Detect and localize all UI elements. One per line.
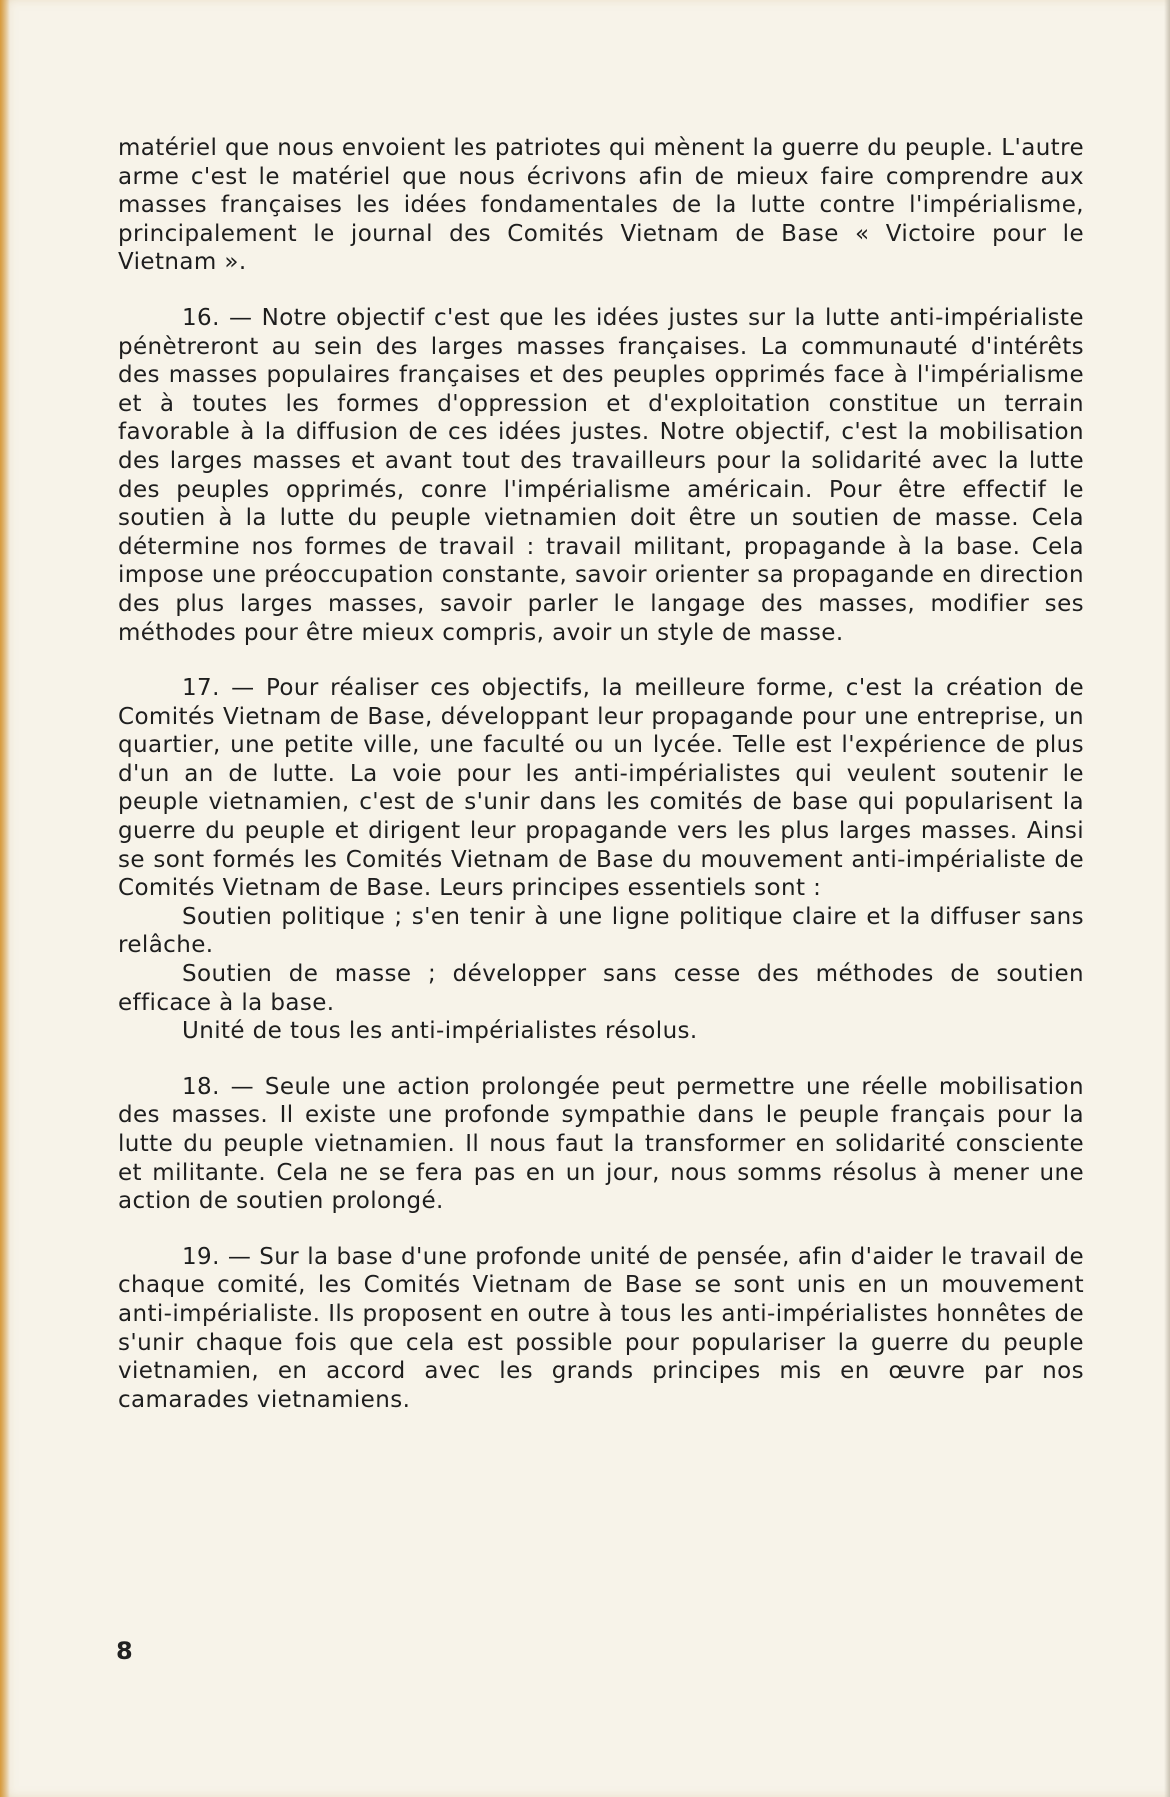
- paragraph-16: 16. — Notre objectif c'est que les idées justes sur la lutte anti-impérialiste pénètreront au sein des larges masses françaises. La communauté d'intérêts des masses populaires françaises et des peuples opprimés face à l'impérialisme et à toutes les formes d'oppression et d'exploitation constitue un terrain favorable à la diffusion de ces idées justes. Notre objectif, c'est la mobilisation des larges masses et avant tout des travailleurs pour la solidarité avec la lutte des peuples opprimés, conre l'impérialisme américain. Pour être effectif le soutien à la lutte du peuple vietnamien doit être un soutien de masse. Cela détermine nos formes de travail : travail militant, propagande à la base. Cela impose une préoccupation constante, savoir orienter sa propagande en direction des plus larges masses, savoir parler le langage des masses, modifier ses méthodes pour être mieux compris, avoir un style de masse.: [118, 304, 1084, 646]
- principle-item: Soutien politique ; s'en tenir à une ligne politique claire et la diffuser sans relâche.: [118, 903, 1084, 959]
- paragraph-17: 17. — Pour réaliser ces objectifs, la meilleure forme, c'est la création de Comités Vietnam de Base, développant leur propagande pour une entreprise, un quartier, une petite ville, une faculté ou un lycée. Telle est l'expérience de plus d'un an de lutte. La voie pour les anti-impérialistes qui veulent soutenir le peuple vietnamien, c'est de s'unir dans les comités de base qui popularisent la guerre du peuple et dirigent leur propagande vers les plus larges masses. Ainsi se sont formés les Comités Vietnam de Base du mouvement anti-impérialiste de Comités Vietnam de Base. Leurs principes essentiels sont :: [118, 675, 1084, 902]
- paragraph-18: 18. — Seule une action prolongée peut permettre une réelle mobilisation des masses. Il existe une profonde sympathie dans le peuple français pour la lutte du peuple vietnamien. Il nous faut la transformer en solidarité consciente et militante. Cela ne se fera pas en un jour, nous somms résolus à mener une action de soutien prolongé.: [118, 1073, 1084, 1215]
- document-body: [118, 134, 1084, 1441]
- paragraph-19: 19. — Sur la base d'une profonde unité de pensée, afin d'aider le travail de chaque comité, les Comités Vietnam de Base se sont unis en un mouvement anti-impérialiste. Ils proposent en outre à tous les anti-impérialistes honnêtes de s'unir chaque fois que cela est possible pour populariser la guerre du peuple vietnamien, en accord avec les grands principes mis en œuvre par nos camarades vietnamiens.: [118, 1243, 1084, 1413]
- principle-item: Soutien de masse ; développer sans cesse des méthodes de soutien efficace à la base.: [118, 961, 1084, 1016]
- page-edge-stain: [0, 0, 10, 1797]
- page-edge-shadow: [1164, 0, 1170, 1797]
- principles-list: [118, 903, 1084, 1046]
- principle-item: Unité de tous les anti-impérialistes résolus.: [182, 1018, 698, 1045]
- page-number: 8: [116, 1637, 133, 1665]
- paragraph-intro: matériel que nous envoient les patriotes qui mènent la guerre du peuple. L'autre arme c'est le matériel que nous écrivons afin de mieux faire comprendre aux masses françaises les idées fondamentales de la lutte contre l'impérialisme, principalement le journal des Comités Vietnam de Base « Victoire pour le Vietnam ».: [118, 135, 1084, 276]
